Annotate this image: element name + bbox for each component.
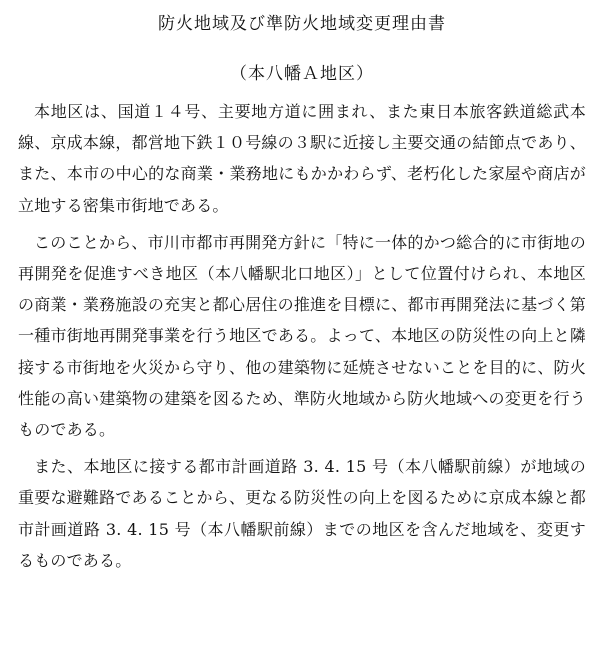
paragraph-1: 本地区は、国道１４号、主要地方道に囲まれ、また東日本旅客鉄道総武本線、京成本線，都営地下鉄１０号線の３駅に近接し主要交通の結節点であり、また、本市の中心的な商業・業務地にもかかわらず、老朽化した家屋や商店が立地する密集市街地である。 — [18, 102, 586, 215]
paragraph-3: また、本地区に接する都市計画道路 3. 4. 15 号（本八幡駅前線）が地域の重要な避難路であることから、更なる防災性の向上を図るために京成本線と都市計画道路 3. 4. 15 号（本八幡駅前線）までの地区を含んだ地域を、変更するものである。 — [18, 457, 586, 570]
document-title: 防火地域及び準防火地域変更理由書 — [158, 14, 446, 34]
paragraph-2: このことから、市川市都市再開発方針に「特に一体的かつ総合的に市街地の再開発を促進すべき地区（本八幡駅北口地区）」として位置付けられ、本地区の商業・業務施設の充実と都心居住の推進を目標に、都市再開発法に基づく第一種市街地再開発事業を行う地区である。よって、本地区の防災性の向上と隣接する市街地を火災から守り、他の建築物に延焼させないことを目的に、防火性能の高い建築物の建築を図るため、準防火地域から防火地域への変更を行うものである。 — [18, 232, 586, 440]
document-subtitle: （本八幡Ａ地区） — [230, 64, 374, 84]
